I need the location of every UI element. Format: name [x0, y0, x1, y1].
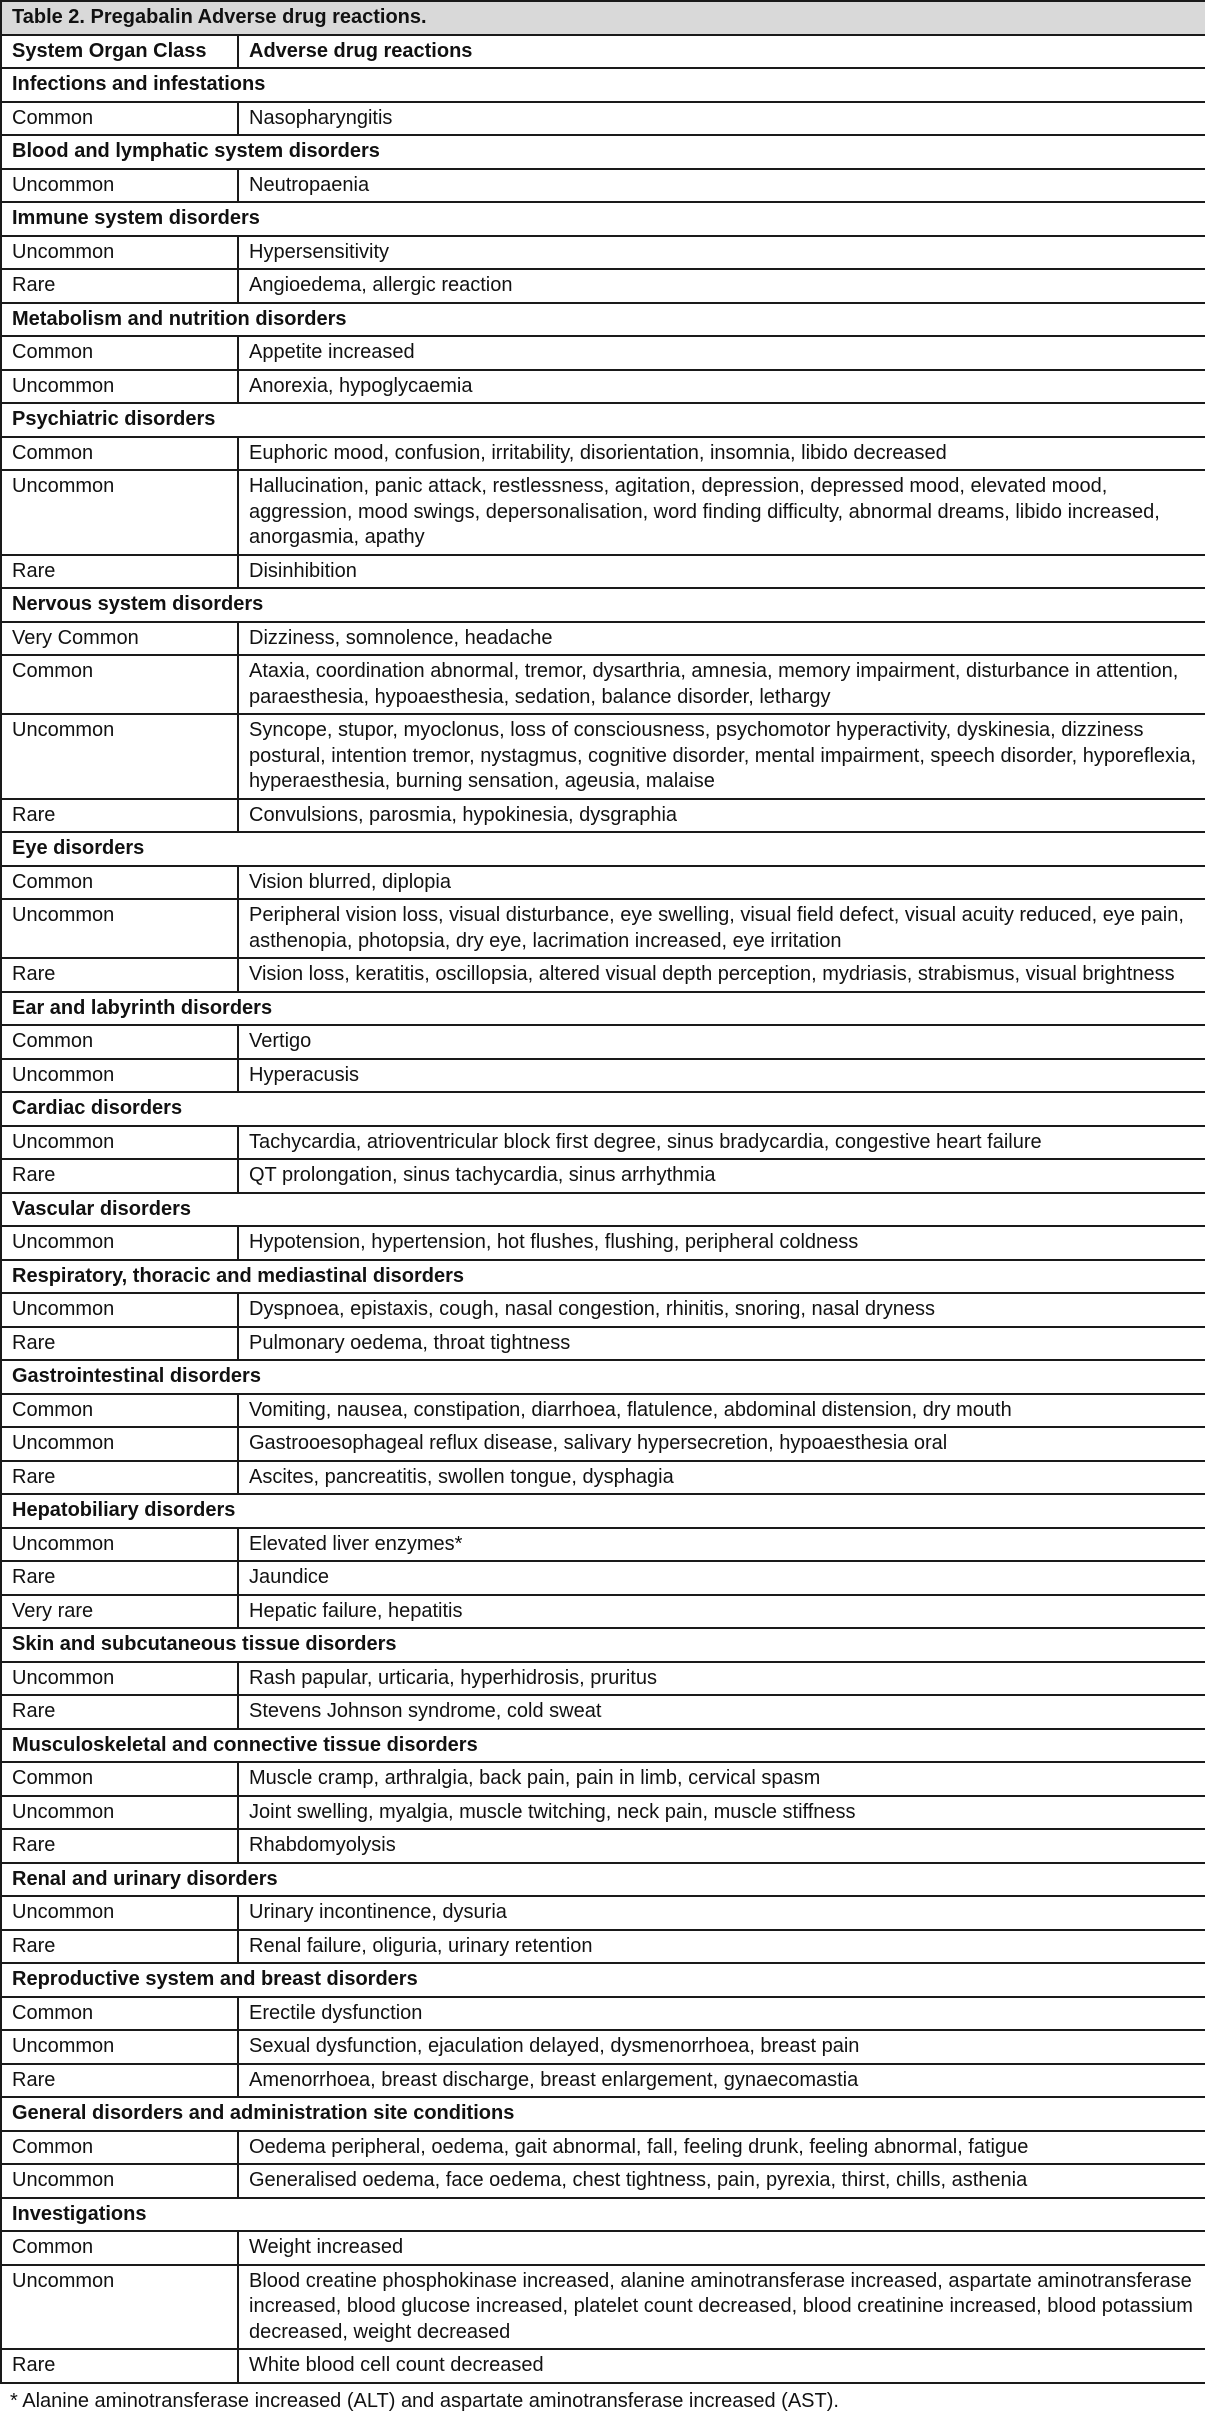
reactions-cell: Generalised oedema, face oedema, chest tightness, pain, pyrexia, thirst, chills, asthenia [238, 2164, 1205, 2198]
reactions-cell: Ascites, pancreatitis, swollen tongue, dysphagia [238, 1461, 1205, 1495]
frequency-cell: Uncommon [1, 899, 238, 958]
frequency-cell: Uncommon [1, 470, 238, 555]
frequency-cell: Uncommon [1, 2265, 238, 2350]
frequency-cell: Common [1, 2231, 238, 2265]
section-header-row [1, 1494, 1205, 1528]
reactions-cell: Urinary incontinence, dysuria [238, 1896, 1205, 1930]
system-organ-class-name: Metabolism and nutrition disorders [1, 303, 1205, 337]
system-organ-class-name: Nervous system disorders [1, 588, 1205, 622]
table-row [1, 1930, 1205, 1964]
reactions-cell: Ataxia, coordination abnormal, tremor, dysarthria, amnesia, memory impairment, disturbance in attention, paraesthesia, hypoaesthesia, sedation, balance disorder, lethargy [238, 655, 1205, 714]
frequency-cell: Rare [1, 1930, 238, 1964]
reactions-cell: Hyperacusis [238, 1059, 1205, 1093]
frequency-cell: Common [1, 336, 238, 370]
frequency-cell: Rare [1, 958, 238, 992]
frequency-cell: Rare [1, 1461, 238, 1495]
table-row [1, 1059, 1205, 1093]
table-row [1, 1595, 1205, 1629]
table-row [1, 1662, 1205, 1696]
table-title-row [1, 1, 1205, 35]
reactions-cell: Dyspnoea, epistaxis, cough, nasal congestion, rhinitis, snoring, nasal dryness [238, 1293, 1205, 1327]
section-header-row [1, 202, 1205, 236]
frequency-cell: Uncommon [1, 1896, 238, 1930]
section-header-row [1, 992, 1205, 1026]
frequency-cell: Rare [1, 1561, 238, 1595]
frequency-cell: Rare [1, 2349, 238, 2383]
table-row [1, 1528, 1205, 1562]
system-organ-class-name: Respiratory, thoracic and mediastinal disorders [1, 1260, 1205, 1294]
table-row [1, 1327, 1205, 1361]
section-header-row [1, 832, 1205, 866]
reactions-cell: Vision loss, keratitis, oscillopsia, altered visual depth perception, mydriasis, strabismus, visual brightness [238, 958, 1205, 992]
column-header-adverse-drug-reactions: Adverse drug reactions [238, 35, 1205, 69]
frequency-cell: Uncommon [1, 714, 238, 799]
system-organ-class-name: Hepatobiliary disorders [1, 1494, 1205, 1528]
reactions-cell: Stevens Johnson syndrome, cold sweat [238, 1695, 1205, 1729]
table-row [1, 1829, 1205, 1863]
frequency-cell: Very Common [1, 622, 238, 656]
reactions-cell: Neutropaenia [238, 169, 1205, 203]
reactions-cell: Renal failure, oliguria, urinary retention [238, 1930, 1205, 1964]
table-row [1, 2030, 1205, 2064]
table-row [1, 470, 1205, 555]
reactions-cell: Blood creatine phosphokinase increased, alanine aminotransferase increased, aspartate aminotransferase increased, blood glucose increased, platelet count decreased, blood creatinine increased, blood potassium decreased, weight decreased [238, 2265, 1205, 2350]
table-row [1, 2064, 1205, 2098]
table-row [1, 102, 1205, 136]
frequency-cell: Uncommon [1, 1059, 238, 1093]
table-header-row [1, 35, 1205, 69]
system-organ-class-name: Skin and subcutaneous tissue disorders [1, 1628, 1205, 1662]
frequency-cell: Common [1, 1997, 238, 2031]
reactions-cell: Weight increased [238, 2231, 1205, 2265]
table-row [1, 2164, 1205, 2198]
reactions-cell: Pulmonary oedema, throat tightness [238, 1327, 1205, 1361]
table-footnote: * Alanine aminotransferase increased (ALT) and aspartate aminotransferase increased (AST). [10, 2389, 839, 2412]
table-row [1, 1126, 1205, 1160]
table-row [1, 370, 1205, 404]
system-organ-class-name: Blood and lymphatic system disorders [1, 135, 1205, 169]
table-row [1, 622, 1205, 656]
table-row [1, 1394, 1205, 1428]
frequency-cell: Common [1, 1025, 238, 1059]
section-header-row [1, 1360, 1205, 1394]
reactions-cell: Euphoric mood, confusion, irritability, disorientation, insomnia, libido decreased [238, 437, 1205, 471]
table-row [1, 2265, 1205, 2350]
section-header-row [1, 403, 1205, 437]
reactions-cell: Peripheral vision loss, visual disturbance, eye swelling, visual field defect, visual acuity reduced, eye pain, asthenopia, photopsia, dry eye, lacrimation increased, eye irritation [238, 899, 1205, 958]
section-header-row [1, 1092, 1205, 1126]
table-row [1, 655, 1205, 714]
system-organ-class-name: Vascular disorders [1, 1193, 1205, 1227]
frequency-cell: Uncommon [1, 169, 238, 203]
frequency-cell: Common [1, 437, 238, 471]
reactions-cell: Erectile dysfunction [238, 1997, 1205, 2031]
table-row [1, 1561, 1205, 1595]
reactions-cell: Dizziness, somnolence, headache [238, 622, 1205, 656]
reactions-cell: Vomiting, nausea, constipation, diarrhoea, flatulence, abdominal distension, dry mouth [238, 1394, 1205, 1428]
table-row [1, 437, 1205, 471]
table-row [1, 1293, 1205, 1327]
reactions-cell: Elevated liver enzymes* [238, 1528, 1205, 1562]
frequency-cell: Very rare [1, 1595, 238, 1629]
reactions-cell: Nasopharyngitis [238, 102, 1205, 136]
reactions-cell: Rash papular, urticaria, hyperhidrosis, pruritus [238, 1662, 1205, 1696]
reactions-cell: Hepatic failure, hepatitis [238, 1595, 1205, 1629]
section-header-row [1, 1963, 1205, 1997]
reactions-cell: Jaundice [238, 1561, 1205, 1595]
section-header-row [1, 1628, 1205, 1662]
section-header-row [1, 588, 1205, 622]
section-header-row [1, 2097, 1205, 2131]
frequency-cell: Rare [1, 555, 238, 589]
frequency-cell: Rare [1, 1695, 238, 1729]
reactions-cell: Tachycardia, atrioventricular block first degree, sinus bradycardia, congestive heart failure [238, 1126, 1205, 1160]
reactions-cell: Joint swelling, myalgia, muscle twitching, neck pain, muscle stiffness [238, 1796, 1205, 1830]
section-header-row [1, 1260, 1205, 1294]
section-header-row [1, 303, 1205, 337]
reactions-cell: Angioedema, allergic reaction [238, 269, 1205, 303]
table-row [1, 866, 1205, 900]
system-organ-class-name: Infections and infestations [1, 68, 1205, 102]
reactions-cell: Syncope, stupor, myoclonus, loss of consciousness, psychomotor hyperactivity, dyskinesia, dizziness postural, intention tremor, nystagmus, cognitive disorder, mental impairment, speech disorder, hyporeflexia, hyperaesthesia, burning sensation, ageusia, malaise [238, 714, 1205, 799]
table-row [1, 1159, 1205, 1193]
frequency-cell: Uncommon [1, 1126, 238, 1160]
table-row [1, 1025, 1205, 1059]
table-row [1, 555, 1205, 589]
frequency-cell: Rare [1, 1327, 238, 1361]
table-row [1, 2349, 1205, 2383]
table-row [1, 269, 1205, 303]
system-organ-class-name: Cardiac disorders [1, 1092, 1205, 1126]
system-organ-class-name: Gastrointestinal disorders [1, 1360, 1205, 1394]
frequency-cell: Common [1, 866, 238, 900]
table-row [1, 1762, 1205, 1796]
reactions-cell: Oedema peripheral, oedema, gait abnormal, fall, feeling drunk, feeling abnormal, fatigue [238, 2131, 1205, 2165]
reactions-cell: Rhabdomyolysis [238, 1829, 1205, 1863]
table-row [1, 1695, 1205, 1729]
table-row [1, 899, 1205, 958]
reactions-cell: Vision blurred, diplopia [238, 866, 1205, 900]
section-header-row [1, 2198, 1205, 2232]
table-row [1, 714, 1205, 799]
frequency-cell: Common [1, 2131, 238, 2165]
system-organ-class-name: Investigations [1, 2198, 1205, 2232]
table-row [1, 1461, 1205, 1495]
table-row [1, 2231, 1205, 2265]
reactions-cell: Hypersensitivity [238, 236, 1205, 270]
reactions-cell: Sexual dysfunction, ejaculation delayed, dysmenorrhoea, breast pain [238, 2030, 1205, 2064]
section-header-row [1, 1193, 1205, 1227]
reactions-cell: Disinhibition [238, 555, 1205, 589]
table-row [1, 1796, 1205, 1830]
system-organ-class-name: General disorders and administration site conditions [1, 2097, 1205, 2131]
frequency-cell: Uncommon [1, 1528, 238, 1562]
reactions-cell: Hypotension, hypertension, hot flushes, flushing, peripheral coldness [238, 1226, 1205, 1260]
system-organ-class-name: Ear and labyrinth disorders [1, 992, 1205, 1026]
frequency-cell: Common [1, 102, 238, 136]
frequency-cell: Uncommon [1, 1293, 238, 1327]
frequency-cell: Uncommon [1, 236, 238, 270]
system-organ-class-name: Reproductive system and breast disorders [1, 1963, 1205, 1997]
system-organ-class-name: Psychiatric disorders [1, 403, 1205, 437]
system-organ-class-name: Eye disorders [1, 832, 1205, 866]
table-row [1, 336, 1205, 370]
system-organ-class-name: Renal and urinary disorders [1, 1863, 1205, 1897]
frequency-cell: Uncommon [1, 1427, 238, 1461]
frequency-cell: Uncommon [1, 2164, 238, 2198]
table-row [1, 1896, 1205, 1930]
system-organ-class-name: Immune system disorders [1, 202, 1205, 236]
table-row [1, 2131, 1205, 2165]
reactions-cell: Hallucination, panic attack, restlessness, agitation, depression, depressed mood, elevated mood, aggression, mood swings, depersonalisation, word finding difficulty, abnormal dreams, libido increased, anorgasmia, apathy [238, 470, 1205, 555]
frequency-cell: Rare [1, 799, 238, 833]
table-row [1, 169, 1205, 203]
frequency-cell: Uncommon [1, 370, 238, 404]
frequency-cell: Uncommon [1, 1796, 238, 1830]
frequency-cell: Rare [1, 2064, 238, 2098]
reactions-cell: Muscle cramp, arthralgia, back pain, pain in limb, cervical spasm [238, 1762, 1205, 1796]
table-title: Table 2. Pregabalin Adverse drug reactions. [1, 1, 1205, 35]
reactions-cell: Amenorrhoea, breast discharge, breast enlargement, gynaecomastia [238, 2064, 1205, 2098]
reactions-cell: White blood cell count decreased [238, 2349, 1205, 2383]
reactions-cell: Appetite increased [238, 336, 1205, 370]
frequency-cell: Rare [1, 1159, 238, 1193]
frequency-cell: Uncommon [1, 2030, 238, 2064]
reactions-cell: Convulsions, parosmia, hypokinesia, dysgraphia [238, 799, 1205, 833]
frequency-cell: Uncommon [1, 1662, 238, 1696]
reactions-cell: Vertigo [238, 1025, 1205, 1059]
frequency-cell: Rare [1, 269, 238, 303]
column-header-system-organ-class: System Organ Class [1, 35, 238, 69]
system-organ-class-name: Musculoskeletal and connective tissue disorders [1, 1729, 1205, 1763]
section-header-row [1, 135, 1205, 169]
frequency-cell: Uncommon [1, 1226, 238, 1260]
frequency-cell: Common [1, 1394, 238, 1428]
reactions-cell: Anorexia, hypoglycaemia [238, 370, 1205, 404]
section-header-row [1, 68, 1205, 102]
table-row [1, 1226, 1205, 1260]
frequency-cell: Rare [1, 1829, 238, 1863]
table-row [1, 799, 1205, 833]
table-row [1, 1427, 1205, 1461]
table-row [1, 236, 1205, 270]
section-header-row [1, 1729, 1205, 1763]
frequency-cell: Common [1, 655, 238, 714]
table-row [1, 1997, 1205, 2031]
table-row [1, 958, 1205, 992]
section-header-row [1, 1863, 1205, 1897]
reactions-cell: Gastrooesophageal reflux disease, salivary hypersecretion, hypoaesthesia oral [238, 1427, 1205, 1461]
reactions-cell: QT prolongation, sinus tachycardia, sinus arrhythmia [238, 1159, 1205, 1193]
table-body [1, 1, 1205, 2383]
frequency-cell: Common [1, 1762, 238, 1796]
